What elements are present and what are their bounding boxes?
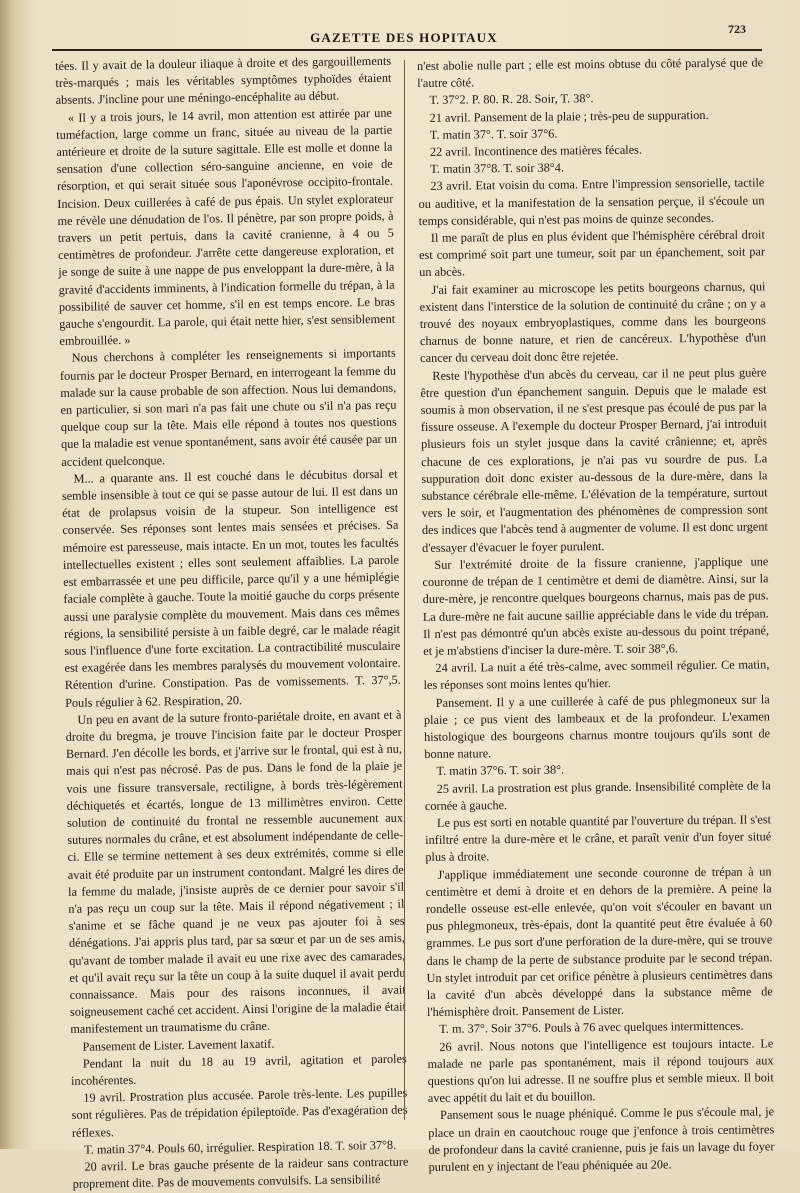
paragraph: M... a quarante ans. Il est couché dans le décubitus dorsal et semble insensible à tout ce qui se passe autour de lui. Il est dans un état de prolapsus voisin de la stupeur. Son intelligence est conservée. Ses réponses sont lentes mais sensées et précises. Sa mémoire est paresseuse, mais intacte. En un mot, toutes les facultés intellectuelles existent ; elles sont seulement affaiblies. La parole est embarrassée et une peu difficile, parce qu'il y a une hémiplégie faciale complète à gauche. Toute la moitié gauche du corps présente aussi une paralysie complète du mouvement. Mais dans ces mêmes régions, la sensibilité persiste à un faible degré, car le malade réagit sous l'influence d'une forte excitation. La contractibilité musculaire est exagérée dans les membres paralysés du mouvement volontaire. Rétention d'urine. Constipation. Pas de vomissements. T. 37°,5. Pouls régulier à 62. Respiration, 20. [61, 466, 401, 710]
paragraph: n'est abolie nulle part ; elle est moins obtuse du côté paralysé que de l'autre côté. [417, 55, 764, 91]
paragraph: T. matin 37°4. Pouls 60, irrégulier. Respiration 18. T. soir 37°8. [84, 1137, 397, 1157]
header-rule [52, 49, 762, 51]
paragraph: 19 avril. Prostration plus accusée. Parole très-lente. Les pupilles sont régulières. Pas de trépidation épileptoïde. Pas d'exagération des réflexes. [71, 1085, 408, 1140]
paragraph: Un peu en avant de la suture fronto-pariétale droite, en avant et à droite du bregma, je trouve l'incision faite par le docteur Prosper Bernard. J'en décolle les bords, et j'arrive sur le frontal, qui est à nu, mais qui n'est pas nécrosé. Pas de pus. Dans le fond de la plaie je vois une fissure transversale, rectiligne, à bords très-légèrement déchiquetés et écartés, longue de 13 millimètres environ. Cette solution de continuité du frontal ne ressemble aucunement aux sutures normales du crâne, et est absolument indépendante de celle-ci. Elle se termine nettement à ses deux extrémités, comme si elle avait été produite par un instrument contondant. Malgré les dires de la femme du malade, j'insiste auprès de ce dernier pour savoir s'il n'a pas reçu un coup sur la tête. Mais il répond négativement ; il s'anime et se fâche quand je ne veux pas ajouter foi à ses dénégations. J'ai appris plus tard, par sa sœur et par un de ses amis, qu'avant de tomber malade il avait eu une rixe avec des camarades, et qu'il avait reçu sur la tête un coup à la suite duquel il avait perdu connaissance. Mais pour des raisons inconnues, il avait soigneusement caché cet accident. Ainsi l'origine de la maladie était manifestement un traumatisme du crâne. [65, 707, 407, 1037]
paragraph: Reste l'hypothèse d'un abcès du cerveau, car il ne peut plus guère être question d'un épanchement sanguin. Depuis que le malade est soumis à mon observation, il ne s'est presque pas écoulé de pus par la fissure osseuse. A l'exemple du docteur Prosper Bernard, j'ai introduit plusieurs fois un stylet jusque dans la cavité crânienne; et, après chacune de ces explorations, je n'ai pas vu sourdre de pus. La suppuration doit donc exister au-dessous de la dure-mère, dans la substance cérébrale elle-même. L'élévation de la température, surtout vers le soir, et l'augmentation des phénomènes de compression sont des indices que l'abcès tend à augmenter de volume. Il est donc urgent d'essayer d'évacuer le foyer purulent. [420, 365, 769, 555]
paragraph: J'applique immédiatement une seconde couronne de trépan à un centimètre et demi à droite et en dehors de la première. A peine la rondelle osseuse est-elle enlevée, qu'on voit s'écouler en bavant un pus phlegmoneux, très-épais, dont la quantité peut être évaluée à 60 grammes. Le pus sort d'une perforation de la dure-mère, qui se trouve dans le champ de la perte de substance produite par le second trépan. Un stylet introduit par cet orifice pénètre à plusieurs centimètres dans la cavité d'un abcès développé dans la substance même de l'hémisphère droit. Pansement de Lister. [425, 863, 773, 1020]
paragraph: tées. Il y avait de la douleur iliaque à droite et des gargouillements très-marqués ; mais les véritables symptômes typhoïdes étaient absents. J'incline pour une méningo-encéphalite au début. [55, 53, 392, 108]
paragraph: J'ai fait examiner au microscope les petits bourgeons charnus, qui existent dans l'interstice de la solution de continuité du crâne ; on y a trouvé des noyaux embryoplastiques, comme dans les bourgeons charnus de bonne nature, et rien de cancéreux. L'hypothèse d'un cancer du cerveau doit donc être rejetée. [419, 279, 767, 366]
paragraph: T. matin 37°6. T. soir 38°. [436, 762, 565, 779]
page-number: 723 [728, 22, 746, 36]
paragraph: T. matin 37°. T. soir 37°6. [429, 126, 558, 142]
masthead-title: GAZETTE DES HOPITAUX [310, 30, 498, 45]
paragraph: Il me paraît de plus en plus évident que l'hémisphère cérébral droit est comprimé soit part une tumeur, soit par un épanchement, soit par un abcès. [418, 227, 766, 280]
page-header [52, 18, 756, 48]
paragraph: Pansement. Il y a une cuillerée à café de pus phlegmoneux sur la plaie ; ce pus vient des lambeaux et de la profondeur. L'examen histologique des bourgeons charnus montre toujours qu'ils sont de bonne nature. [423, 691, 771, 762]
paragraph: « Il y a trois jours, le 14 avril, mon attention est attirée par une tuméfaction, large comme un franc, située au niveau de la partie antérieure et droite de la suture sagittale. Elle est molle et donne la sensation d'une collection séro-sanguine ancienne, en voie de résorption, et qui serait située sous l'aponévrose occipito-frontale. Incision. Deux cuillerées à café de pus épais. Un stylet explorateur me révèle une dénudation de l'os. Il pénètre, par son propre poids, à travers un petit pertuis, dans la cavité cranienne, à 4 ou 5 centimètres de profondeur. J'arrête cette dangereuse exploration, et je songe de suite à une nappe de pus enveloppant la dure-mère, à la gravité d'accidents imminents, à l'indication formelle du trépan, à la possibilité de sauver cet homme, s'il en est temps encore. Le bras gauche s'engourdit. La parole, qui était nette hier, s'est sensiblement embrouillée. » [56, 105, 396, 349]
paragraph: Pansement de Lister. Lavement laxatif. [82, 1036, 275, 1054]
paragraph: 20 avril. Le bras gauche présente de la raideur sans contracture proprement dite. Pas de mouvements convulsifs. La sensibilité [72, 1154, 409, 1192]
paragraph: Sur l'extrémité droite de la fissure cranienne, j'applique une couronne de trépan de 1 centimètre et demi de diamètre. Ainsi, sur la dure-mère, je rencontre quelques bourgeons charnus, mais pas de pus. La dure-mère ne fait aucune saillie appréciable dans le vide du trépan. Il n'est pas démontré qu'un abcès existe au-dessous du point trépané, et je m'abstiens d'inciser la dure-mère. T. soir 38°,6. [422, 554, 770, 658]
column-divider [404, 60, 405, 1120]
paragraph: T. matin 37°8. T. soir 38°4. [430, 160, 565, 177]
paragraph: 22 avril. Incontinence des matières fécales. [429, 142, 643, 159]
paragraph: T. m. 37°. Soir 37°6. Pouls à 76 avec quelques intermittences. [439, 1019, 744, 1037]
paragraph: 25 avril. La prostration est plus grande. Insensibilité complète de la cornée à gauche. [424, 777, 771, 813]
paragraph: Le pus est sorti en notable quantité par l'ouverture du trépan. Il s'est infiltré entre la dure-mère et le crâne, et paraît venir d'un foyer situé plus à droite. [425, 812, 772, 865]
paragraph: 21 avril. Pansement de la plaie ; très-peu de suppuration. [429, 107, 709, 125]
left-column [55, 53, 409, 1192]
paragraph: T. 37°2. P. 80. R. 28. Soir, T. 38°. [429, 91, 594, 108]
paragraph: 23 avril. Etat voisin du coma. Entre l'impression sensorielle, tactile ou auditive, et la manifestation de la sensation perçue, il s'écoule un temps considérable, qui n'est pas moins de quinze secondes. [418, 175, 765, 228]
paragraph: Nous cherchons à compléter les renseignements si importants fournis par le docteur Prosper Bernard, en interrogeant la femme du malade sur la cause probable de son affection. Nous lui demandons, en particulier, si son mari n'a pas fait une chute ou s'il n'a pas reçu quelque coup sur la tête. Mais elle répond à toutes nos questions que la maladie est venue spontanément, sans avoir été causée par un accident quelconque. [59, 346, 398, 469]
paragraph: Pendant la nuit du 18 au 19 avril, agitation et paroles incohérentes. [70, 1051, 407, 1088]
right-column [417, 54, 775, 1174]
paragraph: Pansement sous le nuage phéniqué. Comme le pus s'écoule mal, je place un drain en caoutchouc rouge que j'enfonce à trois centimètres de profondeur dans la cavité cranienne, puis je fais un lavage du foyer purulent en y injectant de l'eau phéniquée au 20e. [428, 1104, 775, 1174]
paragraph: 24 avril. La nuit a été très-calme, avec sommeil régulier. Ce matin, les réponses sont moins lentes qu'hier. [423, 657, 770, 693]
paragraph: 26 avril. Nous notons que l'intelligence est toujours intacte. Le malade ne parle pas spontanément, mais il répond toujours aux questions qu'on lui adresse. Il ne souffre plus et semble mieux. Il boit avec appétit du lait et du bouillon. [427, 1035, 774, 1106]
